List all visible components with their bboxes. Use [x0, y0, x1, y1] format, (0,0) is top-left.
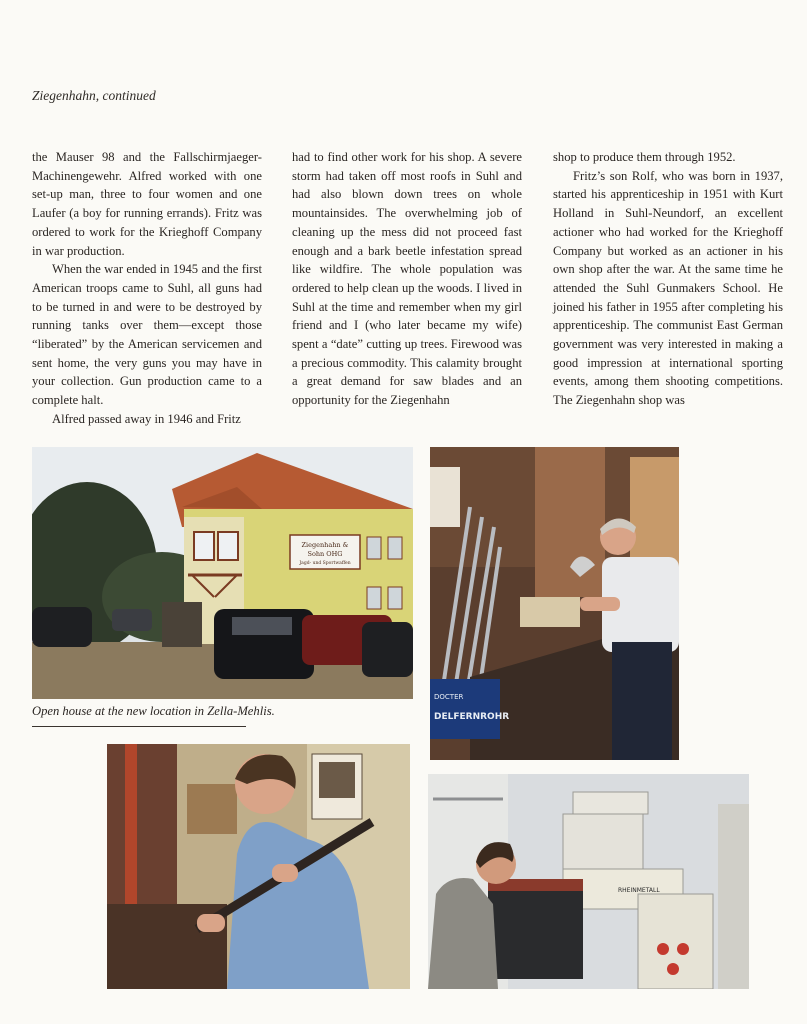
photo-shop-building — [32, 447, 413, 699]
paragraph: had to find other work for his shop. A severe storm had taken off most roofs in Suhl and had also blown down trees on whole mountainsides. The overwhelming job of cleaning up the mess did not proceed fast enough and a bark beetle infestation spread like wildfire. The whole population was ordered to help clean up the woods. I lived in Suhl at the time and remember when my girl friend and I (who later became my wife) spent a “date” cutting up trees. Firewood was a precious commodity. This calamity brought a great demand for saw blades and an opportunity for the Ziegenhahn — [292, 150, 522, 408]
box-label: DOCTER — [434, 693, 464, 701]
photo-machine-operator — [428, 774, 749, 989]
photo-caption: Open house at the new location in Zella-Mehlis. — [32, 704, 275, 718]
shop-sign-text: Jagd- und Sportwaffen — [299, 561, 351, 566]
photo-gunsmith-barrel — [107, 744, 410, 989]
caption-rule — [32, 726, 246, 727]
running-head: Ziegenhahn, continued — [32, 88, 156, 103]
text-column-1 — [32, 148, 262, 429]
text-column-2 — [292, 148, 522, 410]
shop-sign-text: Ziegenhahn & — [301, 541, 349, 549]
box-label: DELFERNROHR — [434, 712, 510, 722]
shop-sign-text: Sohn OHG — [307, 550, 343, 558]
machine-label: RHEINMETALL — [618, 887, 660, 894]
paragraph: the Mauser 98 and the Fallschirmjaeger-Machinengewehr. Alfred worked with one set-up man, three to four women and one Laufer (a boy for running errands). Fritz was ordered to work for the Krieghoff Company in war production. — [32, 150, 262, 258]
photo-workshop-bench — [430, 447, 679, 760]
text-column-3 — [553, 148, 783, 410]
paragraph: Alfred passed away in 1946 and Fritz — [52, 411, 241, 426]
paragraph: When the war ended in 1945 and the first American troops came to Suhl, all guns had to be turned in and were to be destroyed by running tanks over them—except those “liberated” by the American servicemen and sent home, the very guns you may have in your collection. Gun production came to a complete halt. — [32, 262, 262, 408]
paragraph: Fritz’s son Rolf, who was born in 1937, started his apprenticeship in 1951 with Kurt Holland in Suhl-Neundorf, an excellent actioner who had worked for the Krieghoff Company but worked as an actioner in his own shop after the war. At the same time he attended the Suhl Gunmakers School. He joined his father in 1955 after completing his apprenticeship. The communist East German government was very interested in making a good impression at international sporting events, among them shooting competitions. The Ziegenhahn shop was — [553, 168, 783, 408]
paragraph: shop to produce them through 1952. — [553, 150, 736, 164]
